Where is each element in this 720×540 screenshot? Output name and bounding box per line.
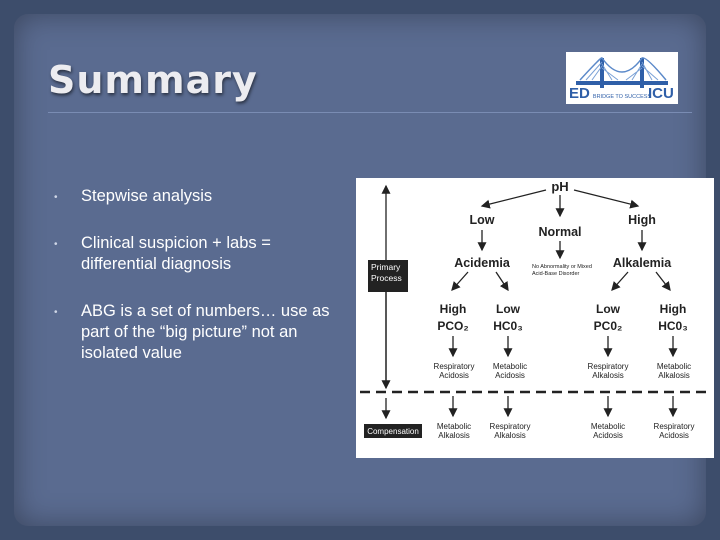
normal-note: No Abnormality or Mixed Acid-Base Disorder [532,264,592,277]
arrow-ph-high [574,190,638,206]
bridge-logo-icon [566,52,678,104]
arrow-alkalemia-pco2 [612,272,628,290]
bullet-icon: • [54,192,58,203]
state-alkalemia: Alkalemia [612,256,672,270]
compensation-result-box [644,422,704,446]
normal-note-box [532,264,594,298]
primary-label-bottom: PCO₂ [437,319,469,333]
logo-tagline: BRIDGE TO SUCCESS [592,94,652,100]
compensation-result-box [426,422,482,446]
logo-text-left: ED [569,85,590,102]
primary-label-top: Low [596,302,620,316]
logo-text-right: ICU [648,85,674,102]
primary-label-bottom: HC0₃ [658,319,688,333]
ph-root-label: pH [551,179,569,194]
primary-result: Metabolic Alkalosis [656,362,692,380]
primary-label-bottom: HC0₃ [493,319,523,333]
compensation-result: Metabolic Alkalosis [436,422,472,440]
bullet-text: Stepwise analysis [81,187,213,205]
primary-result: Metabolic Acidosis [492,362,528,380]
slide-frame [14,14,706,526]
bullet-icon: • [54,239,58,250]
compensation-result: Metabolic Acidosis [590,422,626,440]
edicu-logo [566,52,678,104]
slide-title: Summary [48,58,258,102]
bullet-list [54,186,344,390]
primary-result-box [578,362,638,386]
compensation-result-box [580,422,636,446]
compensation-result: Respiratory Alkalosis [489,422,531,440]
primary-result-box [646,362,702,386]
branch-low: Low [469,213,495,227]
branch-high: High [628,213,656,227]
primary-result-box [482,362,538,386]
abg-flowchart [356,178,714,458]
primary-result: Respiratory Alkalosis [587,362,629,380]
primary-result-box [426,362,482,386]
primary-label-top: Low [496,302,520,316]
compensation-result-box [480,422,540,446]
arrow-acidemia-hco3 [496,272,508,290]
arrow-ph-low [482,190,546,206]
primary-label-top: High [439,302,467,316]
arrow-acidemia-pco2 [452,272,468,290]
title-divider [48,112,692,113]
primary-label-top: High [659,302,687,316]
bullet-text: Clinical suspicion + labs = differential diagnosis [81,234,271,273]
bullet-item [54,186,344,207]
arrow-alkalemia-hco3 [656,272,670,290]
primary-process-label-box [368,262,408,292]
bullet-item [54,301,344,364]
bullet-icon: • [54,307,58,318]
compensation-result: Respiratory Acidosis [653,422,695,440]
bullet-item [54,233,344,275]
flowchart-svg [356,178,714,458]
bullet-text: ABG is a set of numbers… use as part of the “big picture” not an isolated value [81,302,330,362]
state-acidemia: Acidemia [454,256,510,270]
primary-result: Respiratory Acidosis [433,362,475,380]
branch-normal: Normal [538,225,582,239]
primary-process-label: Primary Process [371,262,402,283]
primary-label-bottom: PC0₂ [593,319,623,333]
compensation-label: Compensation [367,427,419,436]
